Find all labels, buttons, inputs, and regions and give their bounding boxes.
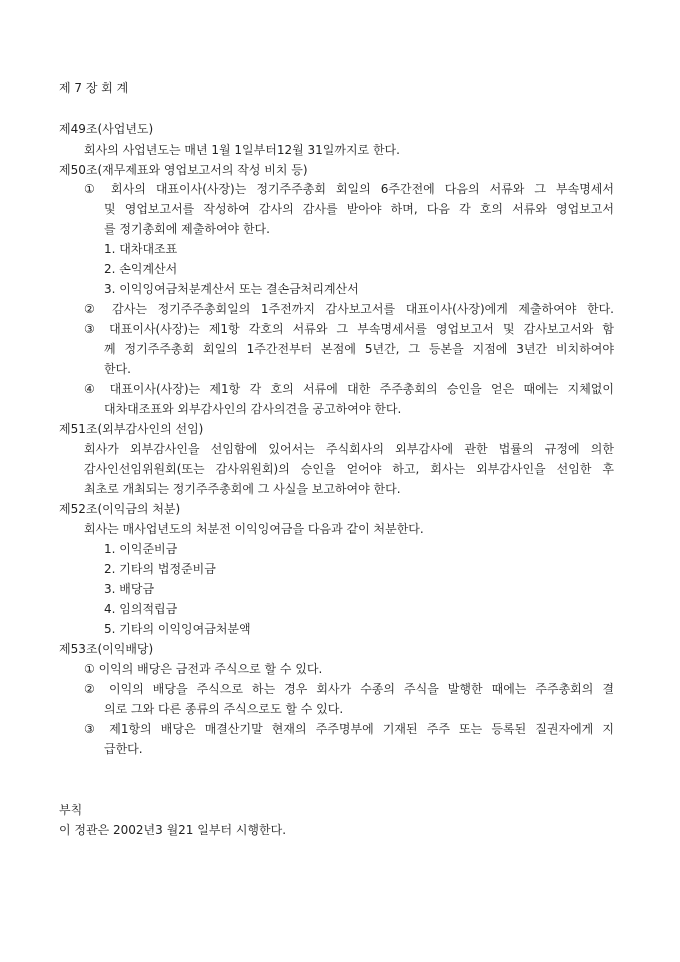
article-52-item: 2. 기타의 법정준비금 [104, 562, 216, 576]
article-52-item: 5. 기타의 이익잉여금처분액 [104, 622, 251, 636]
article-50-para-3-line-2: 께 정기주주총회 회일의 1주간전부터 본점에 5년간, 그 등본을 지점에 3년간 비치하여야 [104, 342, 614, 356]
article-51-line-1: 회사가 외부감사인을 선임함에 있어서는 주식회사의 외부감사에 관한 법률의 규정에 의한 [84, 442, 614, 456]
article-50-para-3-line-1: ③ 대표이사(사장)는 제1항 각호의 서류와 그 부속명세서를 영업보고서 및 감사보고서와 함 [84, 322, 614, 336]
article-50-para-1-line-1: ① 회사의 대표이사(사장)는 정기주주총회 회일의 6주간전에 다음의 서류와 그 부속명세서 [84, 182, 614, 196]
article-50-item: 1. 대차대조표 [104, 242, 178, 256]
article-53-heading: 제53조(이익배당) [59, 642, 154, 656]
article-50-heading: 제50조(재무제표와 영업보고서의 작성 비치 등) [59, 163, 308, 177]
article-50-para-1-line-2: 및 영업보고서를 작성하여 감사의 감사를 받아야 하며, 다음 각 호의 서류와 영업보고서 [104, 202, 614, 216]
article-51-heading: 제51조(외부감사인의 선임) [59, 422, 204, 436]
article-52-body: 회사는 매사업년도의 처분전 이익잉여금을 다음과 같이 처분한다. [84, 522, 424, 536]
article-52-item: 4. 임의적립금 [104, 602, 178, 616]
article-53-para-2-line-1: ② 이익의 배당을 주식으로 하는 경우 회사가 수종의 주식을 발행한 때에는 주주총회의 결 [84, 682, 614, 696]
article-50-item: 2. 손익계산서 [104, 262, 178, 276]
chapter-title: 제 7 장 회 계 [59, 81, 129, 95]
article-50-item: 3. 이익잉여금처분계산서 또는 결손금처리계산서 [104, 282, 359, 296]
article-53-para-3-line-2: 급한다. [104, 742, 143, 756]
article-51-line-2: 감사인선임위원회(또는 감사위원회)의 승인을 얻어야 하고, 회사는 외부감사인을 선임한 후 [84, 462, 614, 476]
article-52-heading: 제52조(이익금의 처분) [59, 502, 181, 516]
article-50-para-1-line-3: 를 정기총회에 제출하여야 한다. [104, 222, 270, 236]
article-50-para-4-line-1: ④ 대표이사(사장)는 제1항 각 호의 서류에 대한 주주총회의 승인을 얻은 때에는 지체없이 [84, 382, 614, 396]
article-53-para-1: ① 이익의 배당은 금전과 주식으로 할 수 있다. [84, 662, 323, 676]
article-49-body: 회사의 사업년도는 매년 1월 1일부터12월 31일까지로 한다. [84, 143, 400, 157]
addendum-body: 이 정관은 2002년3 월21 일부터 시행한다. [59, 823, 287, 837]
article-52-item: 1. 이익준비금 [104, 542, 178, 556]
article-53-para-3-line-1: ③ 제1항의 배당은 매결산기말 현재의 주주명부에 기재된 주주 또는 등록된 질권자에게 지 [84, 722, 614, 736]
addendum-heading: 부칙 [59, 803, 83, 817]
article-49-heading: 제49조(사업년도) [59, 122, 154, 136]
article-50-para-4-line-2: 대차대조표와 외부감사인의 감사의견을 공고하여야 한다. [104, 402, 402, 416]
article-53-para-2-line-2: 의로 그와 다른 종류의 주식으로도 할 수 있다. [104, 702, 344, 716]
article-50-para-3-line-3: 한다. [104, 362, 131, 376]
article-51-line-3: 최초로 개최되는 정기주주총회에 그 사실을 보고하여야 한다. [84, 482, 401, 496]
article-50-para-2: ② 감사는 정기주주총회일의 1주전까지 감사보고서를 대표이사(사장)에게 제출하여야 한다. [84, 302, 614, 316]
article-52-item: 3. 배당금 [104, 582, 155, 596]
